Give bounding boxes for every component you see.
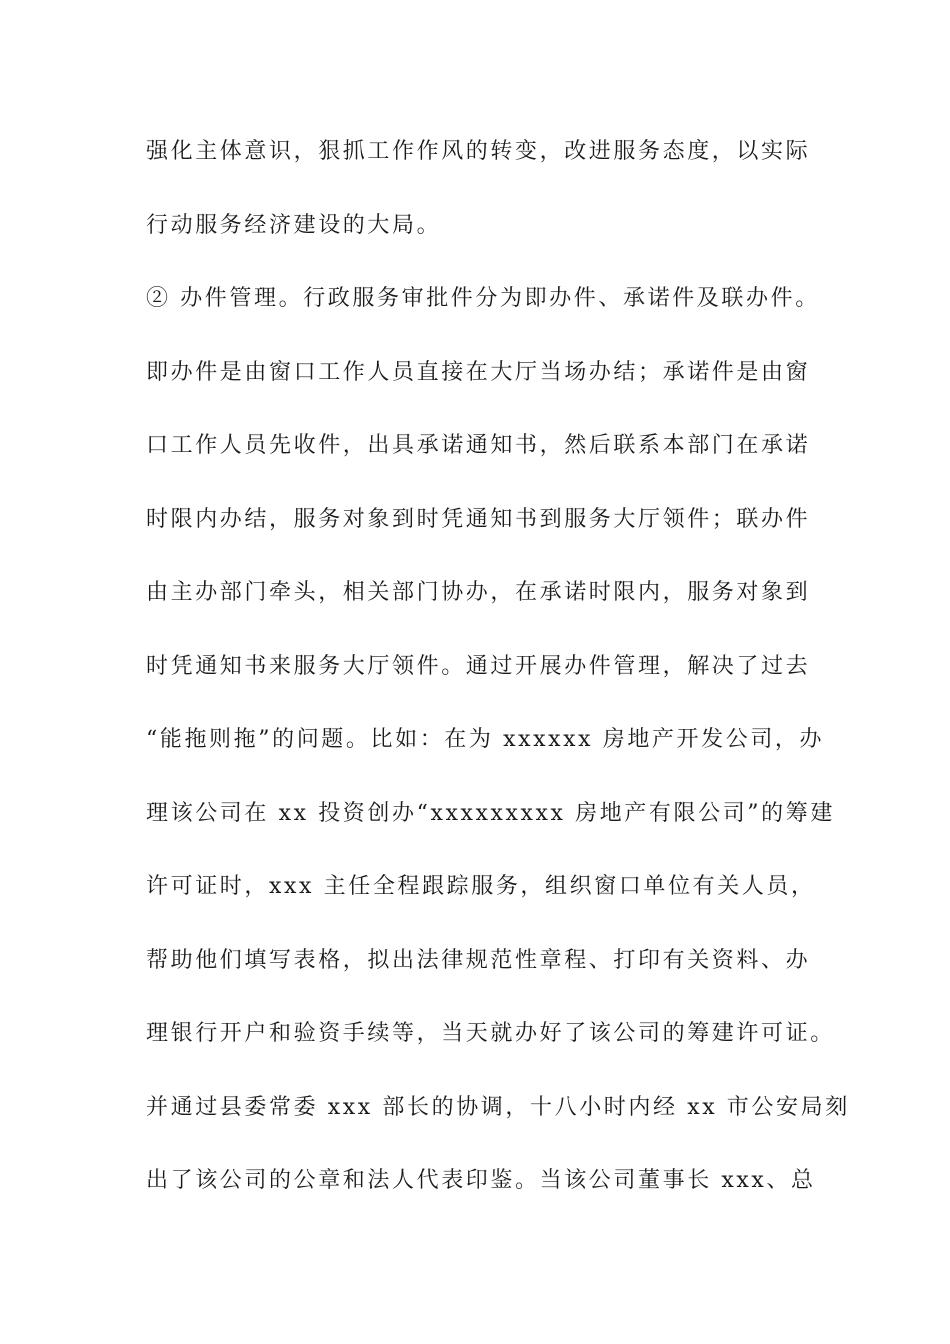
text-line: 许可证时，xxx 主任全程跟踪服务，组织窗口单位有关人员， <box>146 874 816 899</box>
text-line: 即办件是由窗口工作人员直接在大厅当场办结；承诺件是由窗 <box>146 359 811 385</box>
body-text <box>146 127 850 1230</box>
text-line: 出了该公司的公章和法人代表印鉴。当该公司董事长 xxx、总 <box>146 1168 816 1193</box>
text-line: 时限内办结，服务对象到时凭通知书到服务大厅领件；联办件 <box>146 506 811 532</box>
text-line: ② 办件管理。行政服务审批件分为即办件、承诺件及联办件。 <box>146 286 820 311</box>
text-line: 并通过县委常委 xxx 部长的协调，十八小时内经 xx 市公安局刻 <box>146 1094 850 1120</box>
text-line: 强化主体意识，狠抓工作作风的转变，改进服务态度，以实际 <box>146 139 811 164</box>
text-line: “能拖则拖”的问题。比如：在为 xxxxxx 房地产开发公司，办 <box>146 727 825 752</box>
text-line: 口工作人员先收件，出具承诺通知书，然后联系本部门在承诺 <box>146 433 811 458</box>
text-line: 理该公司在 xx 投资创办“xxxxxxxxx 房地产有限公司”的筹建 <box>146 800 835 826</box>
text-line: 帮助他们填写表格，拟出法律规范性章程、打印有关资料、办 <box>146 947 811 973</box>
text-line: 理银行开户和验资手续等，当天就办好了该公司的筹建许可证。 <box>146 1021 835 1046</box>
text-line: 行动服务经济建设的大局。 <box>146 212 442 238</box>
text-line: 时凭通知书来服务大厅领件。通过开展办件管理，解决了过去 <box>146 653 811 679</box>
text-line: 由主办部门牵头，相关部门协办，在承诺时限内，服务对象到 <box>146 580 811 605</box>
